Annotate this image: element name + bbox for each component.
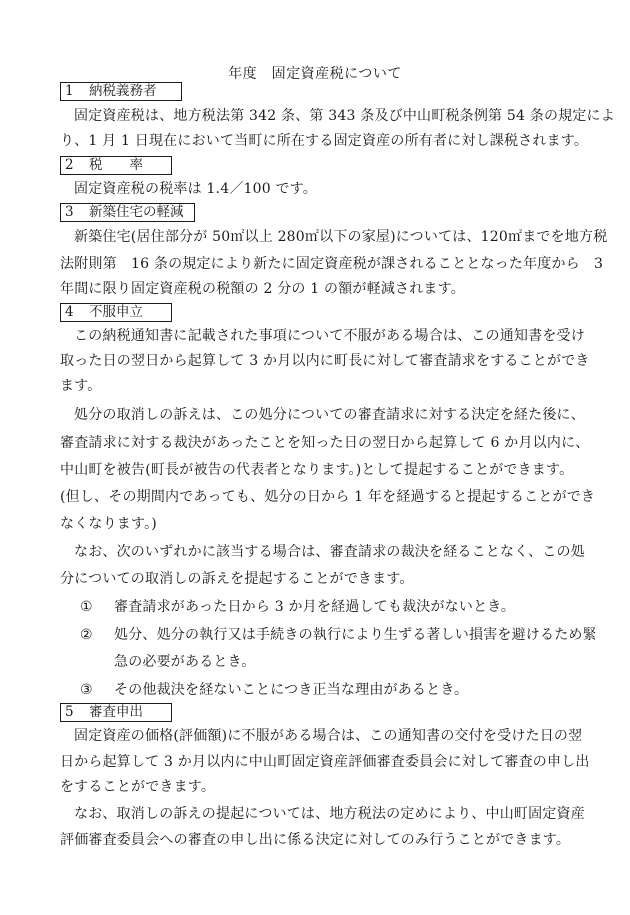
paragraph-line: (但し、その期間内であっても、処分の日から 1 年を経過すると提起することができ (60, 489, 596, 505)
paragraph-line: 新築住宅(居住部分が 50㎡以上 280㎡以下の家屋)については、120㎡までを地方税 (74, 229, 608, 245)
paragraph-line: 分についての取消しの訴えを提起することができます。 (60, 571, 414, 587)
paragraph-line: をすることができます。 (60, 779, 216, 795)
list-item (80, 680, 580, 700)
paragraph-line: 法附則第 16 条の規定により新たに固定資産税が課されることとなった年度から 3 (60, 256, 604, 272)
paragraph-line: 評価審査委員会への審査の申し出に係る決定に対してのみ行うことができます。 (60, 832, 571, 848)
paragraph-line: なお、次のいずれかに該当する場合は、審査請求の裁決を経ることなく、この処 (74, 544, 585, 560)
paragraph-line: 年間に限り固定資産税の税額の 2 分の 1 の額が軽減されます。 (60, 281, 465, 297)
paragraph-line: 固定資産税の税率は 1.4／100 です。 (74, 181, 317, 197)
section-heading-4 (60, 303, 172, 322)
paragraph-line: 取った日の翌日から起算して 3 か月以内に町長に対して審査請求をすることができ (60, 353, 590, 369)
section-number: 3 (65, 204, 74, 220)
list-item-text: 処分、処分の執行又は手続きの執行により生ずる著しい損害を避けるため緊 (114, 627, 597, 643)
section-heading-1 (60, 82, 182, 101)
paragraph-line: 固定資産の価格(評価額)に不服がある場合は、この通知書の交付を受けた日の翌 (74, 728, 583, 744)
section-heading-label: 不服申立 (89, 304, 143, 320)
section-heading-2 (60, 156, 172, 175)
paragraph-line: り、1 月 1 日現在において当町に所在する固定資産の所有者に対し課税されます。 (60, 133, 589, 149)
paragraph-line: 固定資産税は、地方税法第 342 条、第 343 条及び中山町税条例第 54 条の規定によ (74, 108, 615, 124)
section-number: 4 (65, 304, 74, 320)
paragraph-line: なお、取消しの訴えの提起については、地方税法の定めにより、中山町固定資産 (74, 806, 585, 822)
list-item-continuation: 急の必要があるとき。 (114, 654, 256, 670)
section-heading-label: 税 率 (89, 157, 143, 173)
paragraph-line: 審査請求に対する裁決があったことを知った日の翌日から起算して 6 か月以内に、 (60, 435, 590, 451)
paragraph-line: 中山町を被告(町長が被告の代表者となります。)として提起することができます。 (60, 462, 574, 478)
section-heading-label: 審査申出 (89, 704, 143, 720)
section-number: 2 (65, 157, 74, 173)
list-item-text: その他裁決を経ないことにつき正当な理由があるとき。 (114, 682, 469, 698)
list-item-mark: ① (80, 599, 93, 615)
paragraph-line: 日から起算して 3 か月以内に中山町固定資産評価審査委員会に対して審査の申し出 (60, 754, 590, 770)
paragraph-line: この納税通知書に記載された事項について不服がある場合は、この通知書を受け (74, 328, 585, 344)
section-heading-label: 納税義務者 (89, 83, 157, 99)
section-heading-3 (60, 203, 195, 222)
section-heading-label: 新築住宅の軽減 (89, 204, 184, 220)
list-item (80, 597, 580, 617)
paragraph-line: 処分の取消しの訴えは、この処分についての審査請求に対する決定を経た後に、 (74, 407, 585, 423)
list-item-text: 審査請求があった日から 3 か月を経過しても裁決がないとき。 (114, 599, 516, 615)
page-title: 年度 固定資産税について (228, 66, 402, 82)
section-heading-5 (60, 703, 172, 722)
list-item-mark: ② (80, 627, 93, 643)
section-number: 5 (65, 704, 74, 720)
section-number: 1 (65, 83, 74, 99)
list-item (80, 625, 597, 645)
list-item-mark: ③ (80, 682, 93, 698)
paragraph-line: なくなります。) (60, 516, 157, 532)
paragraph-line: ます。 (60, 378, 102, 394)
